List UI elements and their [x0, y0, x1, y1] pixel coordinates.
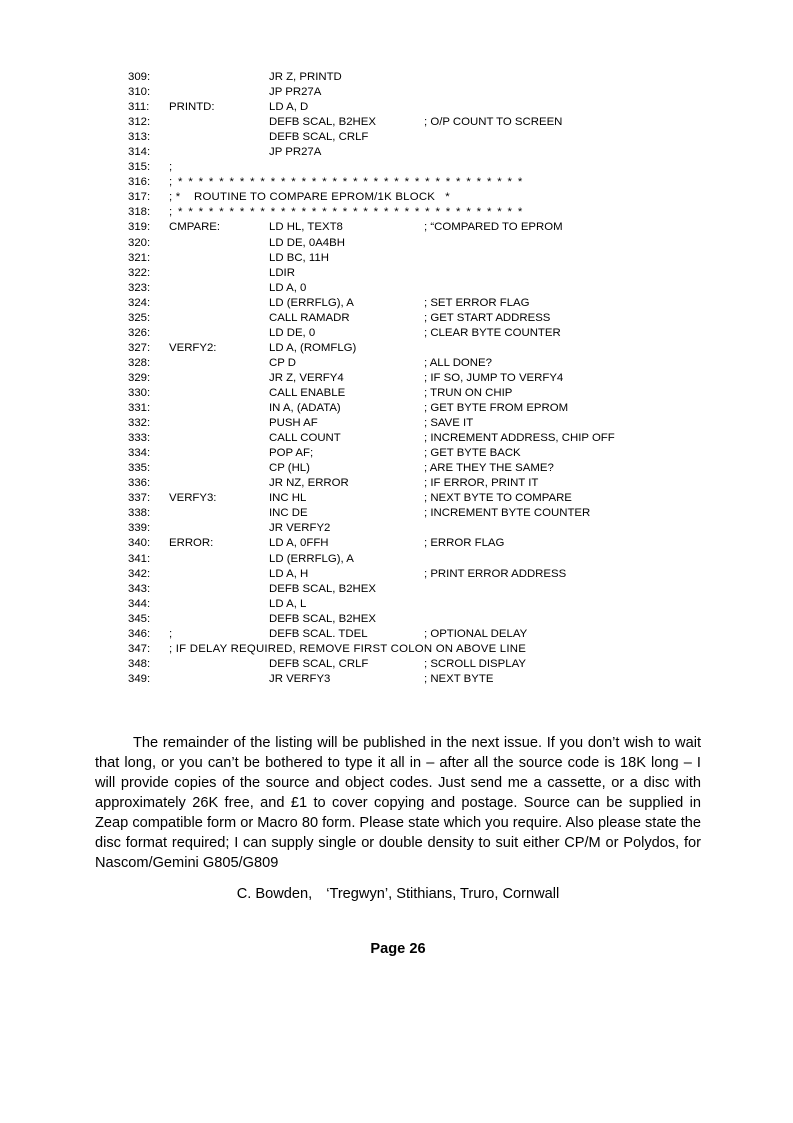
- code-line: [128, 567, 728, 582]
- code-instruction: DEFB SCAL, CRLF: [269, 131, 369, 144]
- code-instruction: IN A, (ADATA): [269, 402, 341, 415]
- code-comment: ; SET ERROR FLAG: [424, 296, 530, 309]
- code-comment: ; CLEAR BYTE COUNTER: [424, 326, 561, 339]
- code-comment: ; NEXT BYTE TO COMPARE: [424, 492, 572, 505]
- code-line: [128, 461, 728, 476]
- code-instruction: INC HL: [269, 492, 307, 505]
- code-line: [128, 281, 728, 296]
- code-line-number: 335:: [128, 462, 151, 475]
- code-comment: ; INCREMENT BYTE COUNTER: [424, 507, 591, 520]
- code-line: [128, 552, 728, 567]
- code-line-number: 318:: [128, 206, 151, 219]
- code-instruction: LD (ERRFLG), A: [269, 552, 354, 565]
- code-comment: ; GET BYTE FROM EPROM: [424, 402, 569, 415]
- code-line-number: 336:: [128, 477, 151, 490]
- code-line-number: 321:: [128, 251, 151, 264]
- signature-author: C. Bowden,: [236, 886, 313, 902]
- code-line-number: 330:: [128, 386, 151, 399]
- code-label: ;: [169, 161, 173, 174]
- code-banner-rule: ; * * * * * * * * * * * * * * * * * * * * * * * * * * * * * * * * * *: [169, 206, 524, 219]
- code-comment: ; “COMPARED TO EPROM: [424, 221, 563, 234]
- code-line-number: 345:: [128, 612, 151, 625]
- code-instruction: CP D: [269, 356, 297, 369]
- code-instruction: DEFB SCAL, B2HEX: [269, 116, 376, 129]
- code-comment: ; ERROR FLAG: [424, 537, 505, 550]
- code-instruction: LD A, D: [269, 101, 309, 114]
- code-line-number: 347:: [128, 642, 151, 655]
- code-line: [128, 356, 728, 371]
- code-instruction: PUSH AF: [269, 417, 318, 430]
- code-comment: ; GET START ADDRESS: [424, 311, 551, 324]
- code-line-number: 343:: [128, 582, 151, 595]
- code-full-comment: ; IF DELAY REQUIRED, REMOVE FIRST COLON ON ABOVE LINE: [169, 642, 527, 655]
- code-line: [128, 506, 728, 521]
- code-instruction: LD A, (ROMFLG): [269, 341, 357, 354]
- code-line: [128, 326, 728, 341]
- code-line-number: 313:: [128, 131, 151, 144]
- code-comment: ; ALL DONE?: [424, 356, 492, 369]
- code-instruction: LD A, 0FFH: [269, 537, 329, 550]
- code-line: [128, 130, 728, 145]
- code-line-number: 314:: [128, 146, 151, 159]
- code-instruction: LD HL, TEXT8: [269, 221, 343, 234]
- code-line: [128, 311, 728, 326]
- author-signature: [95, 884, 701, 904]
- code-line-number: 346:: [128, 627, 151, 640]
- code-label: ;: [169, 627, 173, 640]
- code-instruction: INC DE: [269, 507, 308, 520]
- code-instruction: LD DE, 0: [269, 326, 316, 339]
- code-line-number: 311:: [128, 101, 150, 114]
- body-paragraph: The remainder of the listing will be published in the next issue. If you don’t wish to wait that long, or you can’t be bothered to type it all in – after all the source code is 18K long – I will provide copies of the source and object codes. Just send me a cassette, or a disc with approximately 26K free, and £1 to cover copying and postage. Source can be supplied in Zeap compatible form or Macro 80 form. Please state which you require. Also please state the disc format required; I can supply single or double density to suit either CP/M or Polydos, for Nascom/Gemini G805/G809: [95, 734, 701, 872]
- code-line: [128, 401, 728, 416]
- code-line: [128, 446, 728, 461]
- code-full-comment: ; * ROUTINE TO COMPARE EPROM/1K BLOCK *: [169, 191, 450, 204]
- code-line-number: 341:: [128, 552, 151, 565]
- code-label: VERFY3:: [169, 492, 217, 505]
- code-line: [128, 536, 728, 551]
- code-line: [128, 582, 728, 597]
- code-line: [128, 220, 728, 235]
- code-line: [128, 476, 728, 491]
- code-instruction: CALL RAMADR: [269, 311, 350, 324]
- code-instruction: CALL ENABLE: [269, 386, 346, 399]
- code-line: [128, 371, 728, 386]
- code-line: [128, 642, 728, 657]
- code-line: [128, 70, 728, 85]
- code-line: [128, 521, 728, 536]
- code-line: [128, 100, 728, 115]
- code-line: [128, 145, 728, 160]
- code-instruction: DEFB SCAL. TDEL: [269, 627, 368, 640]
- code-line-number: 339:: [128, 522, 151, 535]
- code-label: PRINTD:: [169, 101, 215, 114]
- code-line: [128, 672, 728, 687]
- code-line-number: 312:: [128, 116, 151, 129]
- code-line-number: 319:: [128, 221, 151, 234]
- code-line: [128, 416, 728, 431]
- code-line: [128, 251, 728, 266]
- code-instruction: JR NZ, ERROR: [269, 477, 349, 490]
- code-line-number: 310:: [128, 86, 151, 99]
- page-number: Page 26: [370, 941, 426, 957]
- code-instruction: JR Z, PRINTD: [269, 71, 342, 83]
- assembly-code-listing: [128, 70, 728, 687]
- code-line-number: 349:: [128, 672, 151, 685]
- code-line: [128, 160, 728, 175]
- code-comment: ; TRUN ON CHIP: [424, 386, 513, 399]
- code-line: [128, 491, 728, 506]
- code-instruction: CALL COUNT: [269, 432, 341, 445]
- code-instruction: DEFB SCAL, B2HEX: [269, 612, 376, 625]
- code-instruction: LD A, H: [269, 567, 309, 580]
- code-comment: ; PRINT ERROR ADDRESS: [424, 567, 567, 580]
- code-instruction: JP PR27A: [269, 146, 322, 159]
- code-instruction: LDIR: [269, 266, 295, 279]
- code-line-number: 348:: [128, 657, 151, 670]
- code-label: ERROR:: [169, 537, 214, 550]
- code-instruction: DEFB SCAL, CRLF: [269, 657, 369, 670]
- code-comment: ; IF ERROR, PRINT IT: [424, 477, 539, 490]
- code-comment: ; GET BYTE BACK: [424, 447, 521, 460]
- code-line-number: 315:: [128, 161, 151, 174]
- code-instruction: LD A, L: [269, 597, 307, 610]
- code-comment: ; NEXT BYTE: [424, 672, 494, 685]
- code-instruction: LD A, 0: [269, 281, 307, 294]
- code-line: [128, 612, 728, 627]
- code-comment: ; INCREMENT ADDRESS, CHIP OFF: [424, 432, 615, 445]
- code-line-number: 323:: [128, 281, 151, 294]
- code-line: [128, 266, 728, 281]
- code-line-number: 337:: [128, 492, 151, 505]
- code-line-number: 342:: [128, 567, 151, 580]
- code-line: [128, 205, 728, 220]
- code-line: [128, 190, 728, 205]
- code-line-number: 320:: [128, 236, 151, 249]
- code-line-number: 344:: [128, 597, 151, 610]
- code-line-number: 338:: [128, 507, 151, 520]
- code-line-number: 326:: [128, 326, 151, 339]
- code-line-number: 325:: [128, 311, 151, 324]
- code-instruction: CP (HL): [269, 462, 310, 475]
- code-line: [128, 296, 728, 311]
- code-instruction: LD DE, 0A4BH: [269, 236, 345, 249]
- code-comment: ; SCROLL DISPLAY: [424, 657, 526, 670]
- code-instruction: LD BC, 11H: [269, 251, 329, 264]
- code-instruction: JR VERFY3: [269, 672, 331, 685]
- code-line-number: 328:: [128, 356, 151, 369]
- code-comment: ; IF SO, JUMP TO VERFY4: [424, 371, 564, 384]
- code-instruction: DEFB SCAL, B2HEX: [269, 582, 376, 595]
- code-instruction: JR Z, VERFY4: [269, 371, 344, 384]
- code-banner-rule: ; * * * * * * * * * * * * * * * * * * * * * * * * * * * * * * * * * *: [169, 176, 524, 189]
- code-label: CMPARE:: [169, 221, 221, 234]
- code-line: [128, 115, 728, 130]
- code-line: [128, 627, 728, 642]
- code-line: [128, 597, 728, 612]
- code-instruction: JP PR27A: [269, 86, 322, 99]
- code-instruction: LD (ERRFLG), A: [269, 296, 354, 309]
- code-line-number: 340:: [128, 537, 151, 550]
- code-label: VERFY2:: [169, 341, 217, 354]
- code-comment: ; ARE THEY THE SAME?: [424, 462, 554, 475]
- code-line-number: 309:: [128, 71, 151, 83]
- code-line: [128, 657, 728, 672]
- code-instruction: JR VERFY2: [269, 522, 331, 535]
- code-comment: ; SAVE IT: [424, 417, 474, 430]
- code-line-number: 316:: [128, 176, 151, 189]
- code-line-number: 322:: [128, 266, 151, 279]
- code-line: [128, 236, 728, 251]
- code-line-number: 331:: [128, 402, 151, 415]
- code-line: [128, 341, 728, 356]
- code-instruction: POP AF;: [269, 447, 314, 460]
- code-line-number: 324:: [128, 296, 151, 309]
- code-line: [128, 85, 728, 100]
- code-line-number: 334:: [128, 447, 151, 460]
- code-line: [128, 431, 728, 446]
- code-line-number: 329:: [128, 371, 151, 384]
- code-comment: ; OPTIONAL DELAY: [424, 627, 528, 640]
- code-line-number: 317:: [128, 191, 151, 204]
- code-comment: ; O/P COUNT TO SCREEN: [424, 116, 563, 129]
- code-line-number: 327:: [128, 341, 151, 354]
- signature-address: ‘Tregwyn’, Stithians, Truro, Cornwall: [326, 886, 560, 902]
- code-line-number: 333:: [128, 432, 151, 445]
- code-line-number: 332:: [128, 417, 151, 430]
- code-line: [128, 175, 728, 190]
- code-line: [128, 386, 728, 401]
